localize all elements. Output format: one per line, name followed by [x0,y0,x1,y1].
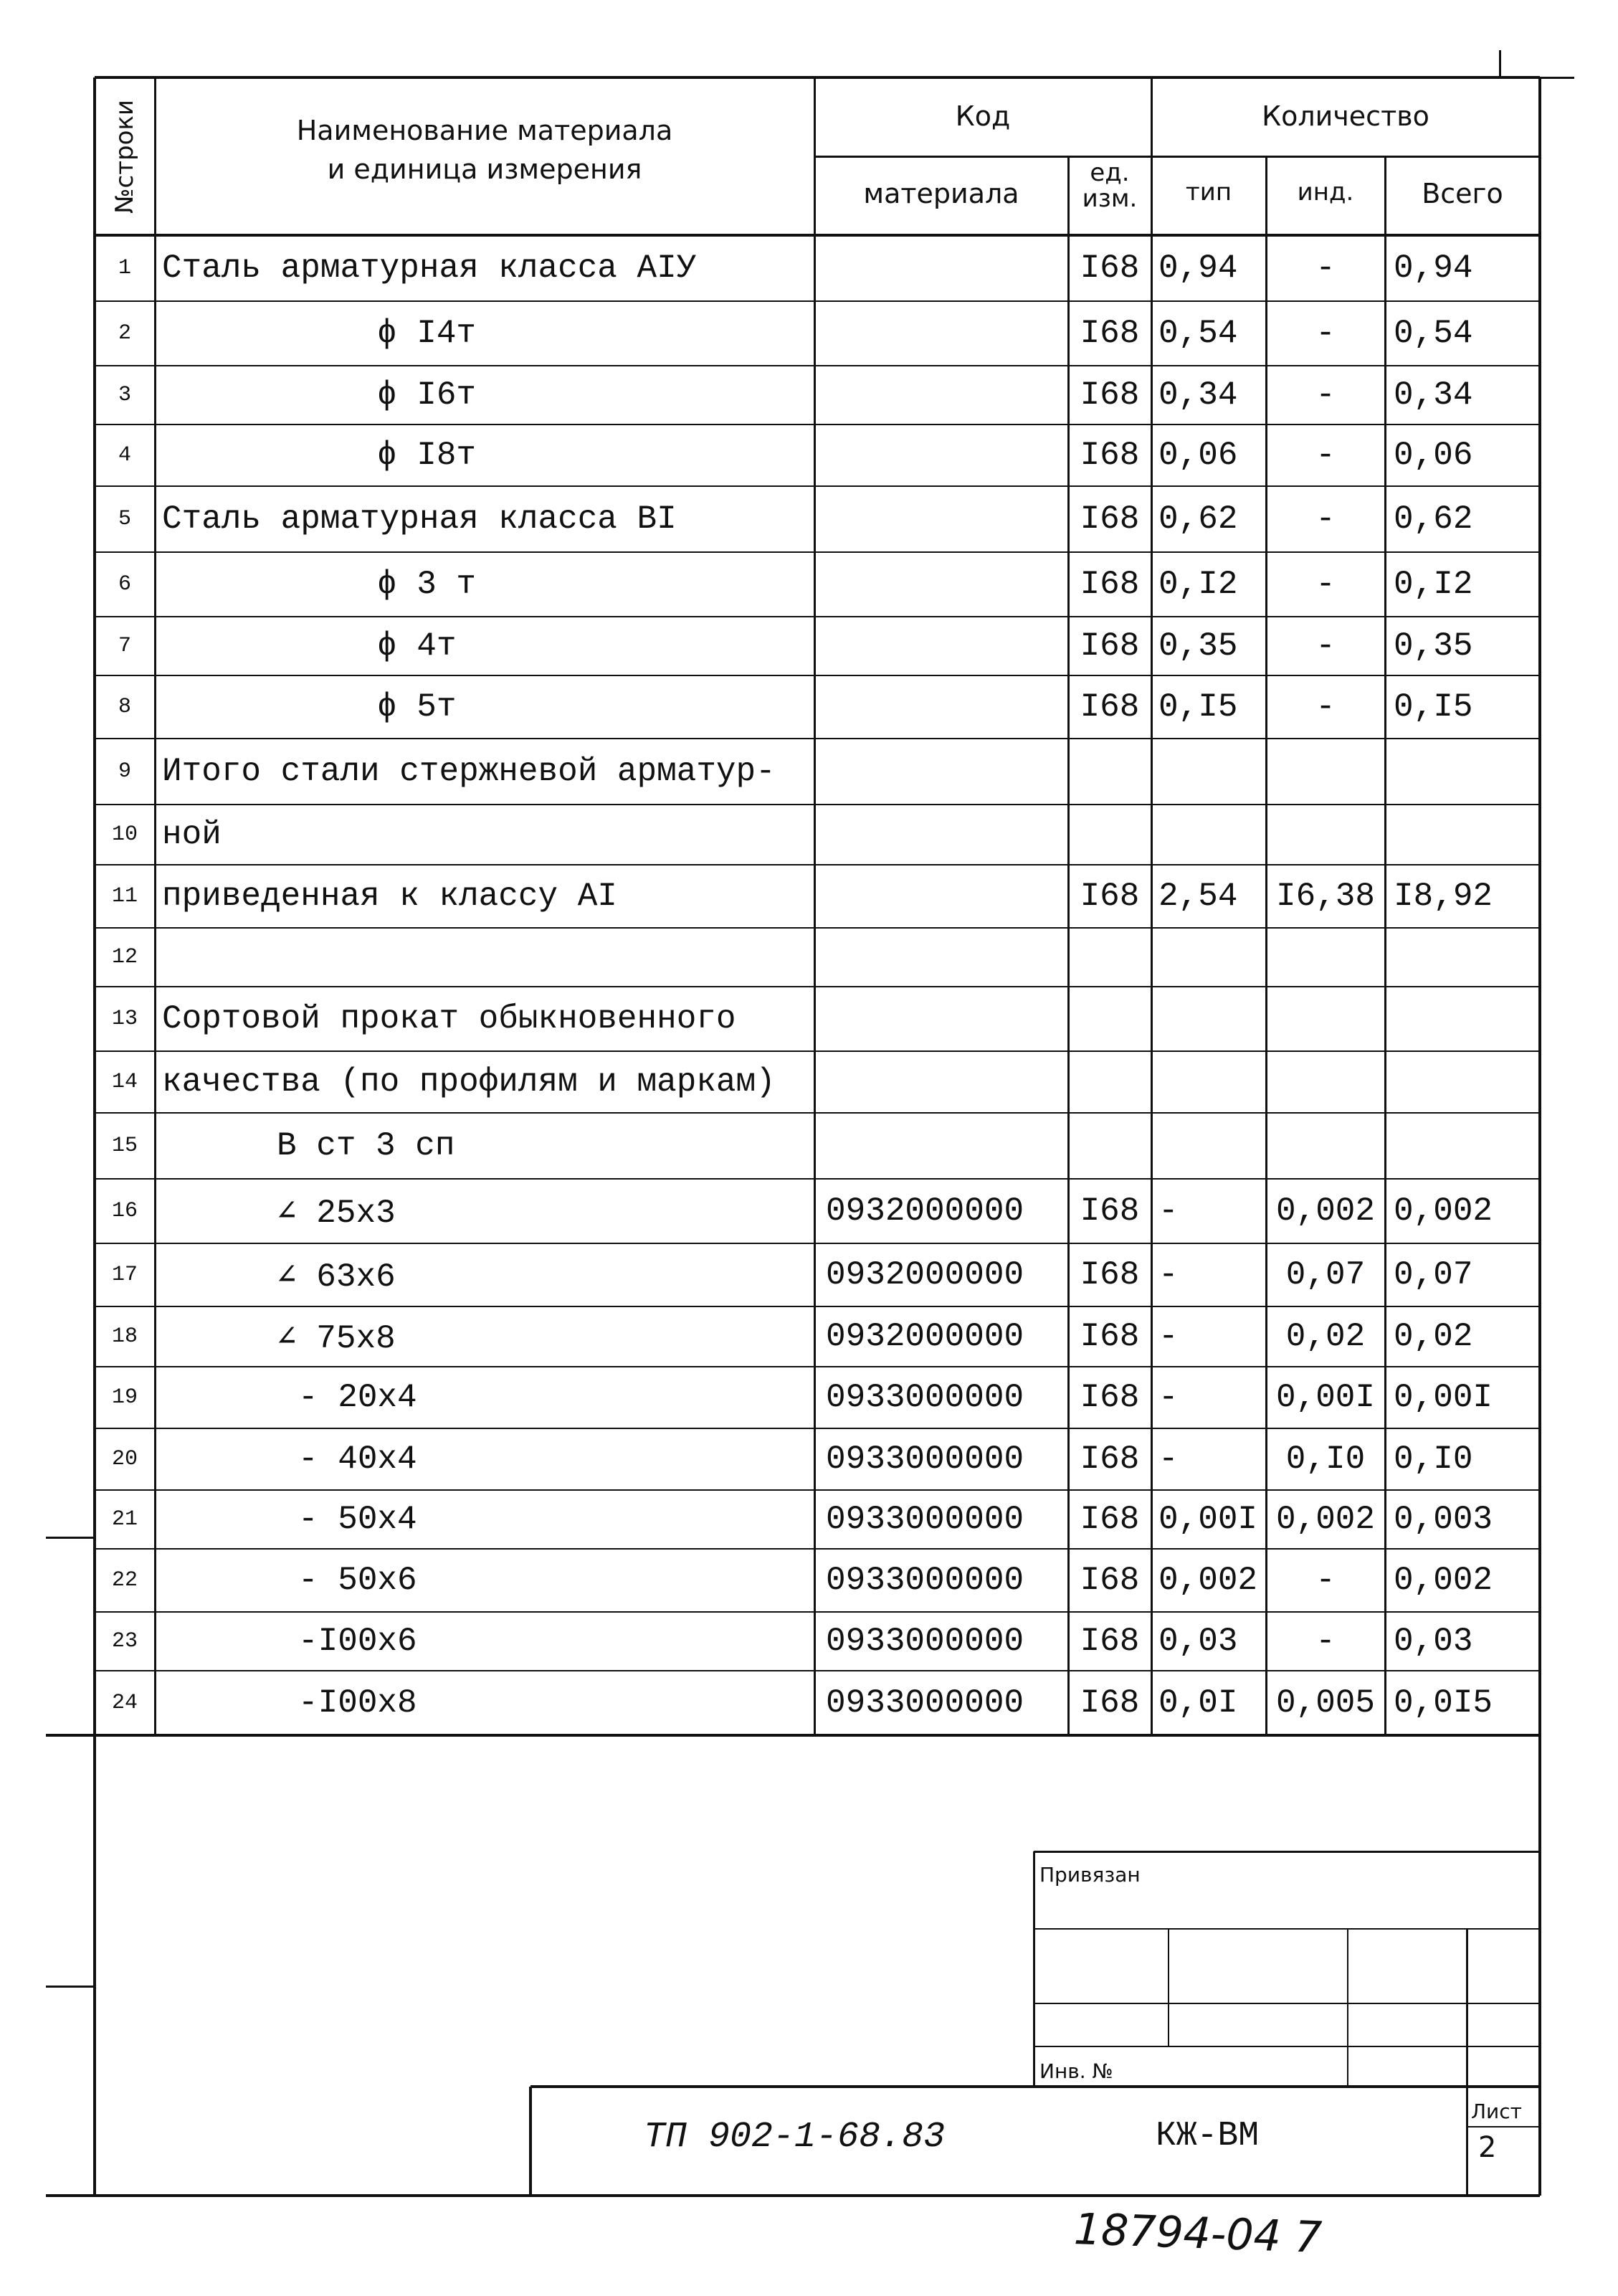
table-row [95,424,1540,486]
row-number-cell: 9 [118,759,131,784]
row-number-cell: 13 [111,1007,138,1031]
name-header-line1: Наименование материала [296,115,673,146]
unit-code-cell: I68 [1080,1562,1140,1599]
material-name-cell: - 50х6 [298,1562,417,1599]
qty-type-cell: - [1158,1192,1179,1230]
material-name-cell: Сталь арматурная класса ВI [162,501,677,538]
qty-ind-cell: 0,I0 [1285,1441,1366,1478]
frame-bottom [46,2194,1540,2197]
qty-type-cell: - [1158,1318,1179,1355]
table-row [95,1113,1540,1179]
stamp-left [529,2087,532,2196]
unit-code-cell: I68 [1080,1501,1140,1538]
material-name-cell: ∠ 25х3 [277,1194,396,1232]
qty-ind-cell: - [1315,376,1336,414]
unit-code-cell: I68 [1080,688,1140,726]
name-header [155,115,814,186]
grid-line-vertical [1168,1929,1169,2046]
title-block-left [1033,1851,1035,2087]
qty-ind-cell: - [1315,566,1336,603]
qty-type-cell: 0,03 [1158,1623,1238,1660]
material-code-cell [826,235,1068,301]
unit-code-cell: I68 [1080,250,1140,287]
qty-type-cell: 0,00I [1158,1501,1258,1538]
table-row [95,1549,1540,1612]
unit-code-cell [1068,1113,1151,1179]
grid-line-horizontal [1034,2046,1540,2047]
material-code-cell: 0933000000 [826,1623,1024,1660]
qty-ind-cell: 0,00I [1275,1379,1376,1416]
qty-total-cell [1394,1051,1540,1113]
stamp-top [530,2085,1540,2088]
row-number-cell: 12 [111,945,138,969]
unit-code-cell: I68 [1080,566,1140,603]
material-name-cell: -I00х8 [298,1684,417,1722]
qty-ind-cell: - [1315,1562,1336,1599]
row-number-cell: 18 [111,1324,138,1349]
qty-ind-cell: 0,002 [1275,1501,1376,1538]
frame-top-extension [1540,77,1574,79]
material-code-cell: 0933000000 [826,1379,1024,1416]
material-code-cell [826,301,1068,366]
table-row [95,675,1540,739]
row-number-cell: 7 [118,634,131,658]
unit-code-cell: I68 [1080,501,1140,538]
sheet-number: 2 [1478,2131,1497,2164]
qty-ind-cell [1266,805,1385,865]
unit-code-cell: I68 [1080,1684,1140,1722]
qty-type-cell: 0,35 [1158,627,1238,665]
table-row [95,865,1540,928]
unit-code-cell [1068,1051,1151,1113]
material-name-cell: ∠ 63х6 [277,1258,396,1296]
grid-line-horizontal [1467,2126,1540,2127]
unit-code-cell: I68 [1080,1192,1140,1230]
document-code: ТП 902-1-68.83 [644,2117,946,2158]
material-name-cell: -I00х6 [298,1623,417,1660]
unit-code-cell: I68 [1080,1623,1140,1660]
qty-type-cell: - [1158,1256,1179,1294]
qty-ind-cell: - [1315,627,1336,665]
unit-code-cell [1068,928,1151,987]
qty-ind-header: инд. [1297,178,1354,207]
qty-total-cell [1394,987,1540,1051]
unit-code-cell: I68 [1080,627,1140,665]
material-name-cell: приведенная к классу АI [162,878,617,915]
grid-line-vertical [1347,1929,1348,2087]
row-number-cell: 14 [111,1070,138,1094]
material-code-cell: 0933000000 [826,1562,1024,1599]
table-row [95,1179,1540,1243]
row-number-cell: 6 [118,572,131,597]
qty-total-cell: I8,92 [1394,878,1493,915]
unit-code-cell: I68 [1080,878,1140,915]
material-name-cell: ϕ I6т [377,376,477,414]
unit-code-cell: I68 [1080,437,1140,474]
qty-type-cell: 0,34 [1158,376,1238,414]
qty-total-cell: 0,002 [1394,1192,1493,1230]
unit-code-cell [1068,987,1151,1051]
qty-total-cell: 0,06 [1394,437,1473,474]
table-row [95,1243,1540,1306]
grid-line-horizontal [1034,1928,1540,1930]
qty-ind-cell [1266,1051,1385,1113]
unit-code-cell: I68 [1080,1441,1140,1478]
qty-ind-cell [1266,987,1385,1051]
material-name-cell: ∠ 75х8 [277,1319,396,1357]
grid-line-horizontal [1034,2003,1540,2004]
table-row [95,1428,1540,1490]
qty-ind-cell: - [1315,250,1336,287]
table-row [95,805,1540,865]
table-row [95,617,1540,675]
table-row [95,1671,1540,1735]
row-number-cell: 19 [111,1385,138,1410]
qty-total-cell [1394,739,1540,805]
qty-type-cell: 2,54 [1158,878,1238,915]
material-code-cell [826,617,1068,675]
document-mark: КЖ-ВМ [1156,2117,1260,2155]
material-name-cell: В ст 3 сп [277,1127,455,1164]
margin-tick [46,1986,95,1988]
quantity-header: Количество [1262,100,1429,132]
qty-type-cell [1158,805,1266,865]
table-row [95,486,1540,552]
material-code-cell [826,552,1068,617]
material-code-cell [826,1051,1068,1113]
unit-header [1068,158,1151,213]
qty-total-cell: 0,03 [1394,1623,1473,1660]
qty-ind-cell: - [1315,1623,1336,1660]
material-code-cell [826,486,1068,552]
qty-type-cell: 0,94 [1158,250,1238,287]
material-code-cell [826,739,1068,805]
qty-ind-cell: 0,02 [1285,1318,1366,1355]
material-name-cell: - 20х4 [298,1379,417,1416]
header-subdivider [814,156,1540,158]
qty-total-cell: 0,07 [1394,1256,1473,1294]
row-number-header: №строки [110,99,139,214]
table-row [95,1612,1540,1671]
qty-total-cell: 0,I2 [1394,566,1473,603]
unit-code-cell: I68 [1080,1379,1140,1416]
qty-total-cell: 0,003 [1394,1501,1493,1538]
table-row [95,301,1540,366]
inventory-number-label: Инв. № [1039,2059,1113,2083]
material-name-cell: Сталь арматурная класса АIУ [162,250,697,287]
unit-code-cell: I68 [1080,376,1140,414]
qty-type-cell [1158,739,1266,805]
frame-top [95,76,1540,79]
material-code-cell: 0933000000 [826,1684,1024,1722]
row-number-cell: 23 [111,1629,138,1654]
material-code-cell [826,366,1068,424]
material-code-cell [826,675,1068,739]
row-number-cell: 15 [111,1134,138,1158]
material-name-cell: Итого стали стержневой арматур- [162,753,776,790]
qty-total-cell: 0,54 [1394,315,1473,352]
material-name-cell: ϕ I4т [377,315,477,352]
qty-ind-cell [1266,739,1385,805]
qty-total-cell [1394,805,1540,865]
unit-header-line1: ед. [1090,158,1130,187]
qty-ind-cell: - [1315,688,1336,726]
row-number-cell: 3 [118,383,131,407]
row-number-cell: 22 [111,1568,138,1593]
row-number-cell: 8 [118,695,131,719]
sheet-label: Лист [1471,2100,1522,2123]
qty-total-cell: 0,35 [1394,627,1473,665]
row-number-cell: 17 [111,1263,138,1287]
table-row [95,1367,1540,1428]
qty-total-cell: 0,0I5 [1394,1684,1493,1722]
qty-type-cell [1158,1113,1266,1179]
attached-label: Привязан [1039,1863,1141,1887]
qty-total-cell: 0,I5 [1394,688,1473,726]
qty-total-cell: 0,I0 [1394,1441,1473,1478]
material-code-cell: 0932000000 [826,1256,1024,1294]
title-block-top [1034,1851,1540,1853]
qty-total-cell: 0,34 [1394,376,1473,414]
qty-ind-cell: - [1315,315,1336,352]
qty-total-header: Всего [1422,178,1503,209]
grid-line-vertical [1466,1929,1468,2196]
material-code-cell: 0932000000 [826,1192,1024,1230]
qty-ind-cell: 0,07 [1285,1256,1366,1294]
qty-total-cell: 0,00I [1394,1379,1493,1416]
material-code-cell [826,928,1068,987]
row-number-cell: 20 [111,1447,138,1471]
qty-ind-cell: - [1315,437,1336,474]
material-code-cell [826,987,1068,1051]
row-number-cell: 24 [111,1691,138,1715]
qty-type-cell: 0,06 [1158,437,1238,474]
material-name-cell: качества (по профилям и маркам) [162,1063,776,1101]
row-number-cell: 11 [111,884,138,909]
qty-type-cell [1158,987,1266,1051]
qty-total-cell: 0,62 [1394,501,1473,538]
material-name-cell: ϕ 5т [377,688,457,726]
material-code-cell [826,1113,1068,1179]
name-header-line2: и единица измерения [327,153,642,185]
material-name-cell [162,928,814,987]
qty-total-cell [1394,928,1540,987]
material-code-cell [826,805,1068,865]
unit-code-cell [1068,739,1151,805]
archive-stamp-number: 18794-04 7 [1072,2204,1323,2264]
row-number-cell: 4 [118,443,131,468]
qty-type-header: тип [1185,178,1232,207]
material-name-cell: ϕ 3 т [377,566,477,603]
material-code-cell: 0933000000 [826,1501,1024,1538]
qty-ind-cell: 0,005 [1275,1684,1376,1722]
qty-type-cell: 0,I5 [1158,688,1238,726]
code-header: Код [955,100,1011,132]
material-name-cell: ной [162,816,222,853]
qty-type-cell: 0,0I [1158,1684,1238,1722]
frame-top-tick [1499,50,1501,77]
table-row [95,739,1540,805]
table-row [95,1306,1540,1367]
table-row [95,1051,1540,1113]
margin-tick [46,1537,95,1539]
material-code-cell: 0933000000 [826,1441,1024,1478]
qty-type-cell: 0,54 [1158,315,1238,352]
row-number-cell: 2 [118,321,131,346]
table-row [95,928,1540,987]
qty-total-cell: 0,002 [1394,1562,1493,1599]
qty-type-cell: 0,I2 [1158,566,1238,603]
row-number-cell: 21 [111,1507,138,1532]
material-name-cell: ϕ 4т [377,627,457,665]
material-name-cell: Сортовой прокат обыкновенного [162,1000,736,1038]
unit-header-line2: изм. [1082,184,1138,213]
qty-ind-cell [1266,1113,1385,1179]
table-row [95,366,1540,424]
qty-ind-cell: - [1315,501,1336,538]
qty-type-cell: 0,62 [1158,501,1238,538]
qty-type-cell [1158,928,1266,987]
row-number-cell: 1 [118,256,131,280]
table-row [95,552,1540,617]
unit-code-cell: I68 [1080,1318,1140,1355]
qty-type-cell: - [1158,1379,1179,1416]
unit-code-cell: I68 [1080,1256,1140,1294]
material-code-cell [826,424,1068,486]
material-name-cell: - 40х4 [298,1441,417,1478]
table-row [95,987,1540,1051]
qty-type-cell: - [1158,1441,1179,1478]
material-code-cell: 0932000000 [826,1318,1024,1355]
qty-total-cell: 0,02 [1394,1318,1473,1355]
unit-code-cell [1068,805,1151,865]
qty-type-cell: 0,002 [1158,1562,1258,1599]
row-number-cell: 10 [111,822,138,847]
row-number-cell: 16 [111,1199,138,1223]
table-row [95,1490,1540,1549]
table-row [95,235,1540,301]
material-name-cell: - 50х4 [298,1501,417,1538]
material-code-header: материала [863,178,1019,209]
qty-type-cell [1158,1051,1266,1113]
row-number-cell: 5 [118,507,131,531]
qty-ind-cell: 0,002 [1275,1192,1376,1230]
material-name-cell: ϕ I8т [377,437,477,474]
qty-total-cell [1394,1113,1540,1179]
qty-ind-cell: I6,38 [1275,878,1376,915]
material-code-cell [826,865,1068,928]
unit-code-cell: I68 [1080,315,1140,352]
qty-total-cell: 0,94 [1394,250,1473,287]
qty-ind-cell [1266,928,1385,987]
